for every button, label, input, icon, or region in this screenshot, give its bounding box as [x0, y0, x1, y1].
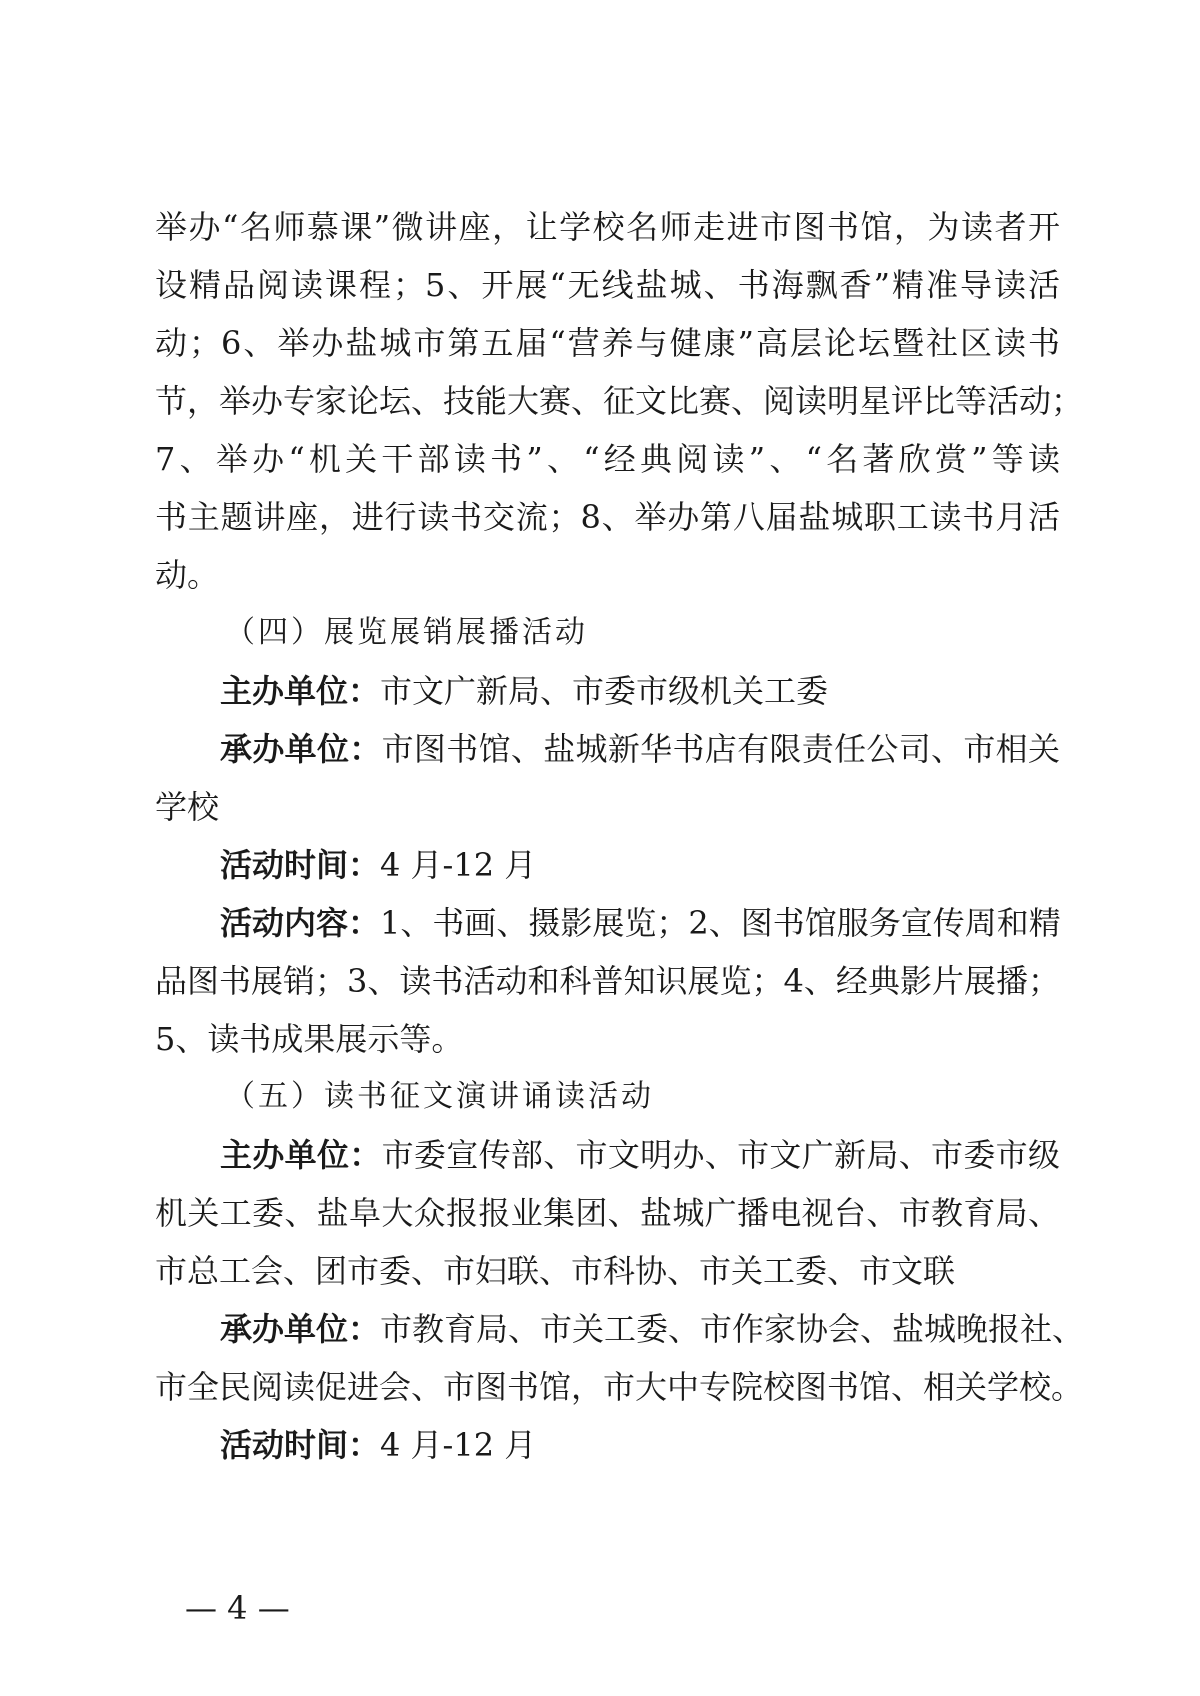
- organizer-label: 主办单位：: [220, 1136, 382, 1174]
- organizer-value: 市文广新局、市委市级机关工委: [380, 672, 829, 710]
- undertaker-value: 市教育局、市关工委、市作家协会、盐城晚报社、: [380, 1310, 1085, 1348]
- undertaker-label: 承办单位：: [220, 1310, 381, 1348]
- body-text-line: 7、举办“机关干部读书”、“经典阅读”、“名著欣赏”等读: [155, 440, 1060, 478]
- undertaker-row: [220, 729, 1060, 769]
- time-value: 4 月-12 月: [380, 846, 537, 884]
- organizer-label: 主办单位：: [220, 672, 381, 710]
- content-label: 活动内容：: [220, 904, 381, 942]
- time-label: 活动时间：: [220, 846, 381, 884]
- undertaker-continuation: 市全民阅读促进会、市图书馆，市大中专院校图书馆、相关学校。: [155, 1368, 1084, 1406]
- time-row: [220, 1425, 1060, 1465]
- undertaker-row: [220, 1309, 1085, 1349]
- section-heading: （四）展览展销展播活动: [225, 615, 588, 650]
- content-value: 1、书画、摄影展览；2、图书馆服务宣传周和精: [380, 904, 1061, 942]
- content-continuation: 5、读书成果展示等。: [155, 1020, 464, 1058]
- time-row: [220, 845, 1060, 885]
- body-text-line: 动；6、举办盐城市第五届“营养与健康”高层论坛暨社区读书: [155, 324, 1060, 362]
- organizer-continuation: 市总工会、团市委、市妇联、市科协、市关工委、市文联: [155, 1252, 956, 1290]
- body-text-line: 节，举办专家论坛、技能大赛、征文比赛、阅读明星评比等活动；: [155, 382, 1084, 420]
- undertaker-label: 承办单位：: [220, 730, 382, 768]
- undertaker-continuation: 学校: [155, 788, 220, 826]
- section-heading: （五）读书征文演讲诵读活动: [225, 1079, 654, 1114]
- time-value: 4 月-12 月: [380, 1426, 537, 1464]
- body-text-line: 举办“名师慕课”微讲座，让学校名师走进市图书馆，为读者开: [155, 208, 1060, 246]
- organizer-row: [220, 1135, 1060, 1175]
- organizer-value: 市委宣传部、市文明办、市文广新局、市委市级: [381, 1136, 1060, 1174]
- body-text-line: 动。: [155, 556, 220, 594]
- body-text-line: 书主题讲座，进行读书交流；8、举办第八届盐城职工读书月活: [155, 498, 1060, 536]
- page-number: — 4 —: [185, 1589, 290, 1627]
- time-label: 活动时间：: [220, 1426, 381, 1464]
- organizer-continuation: 机关工委、盐阜大众报报业集团、盐城广播电视台、市教育局、: [155, 1194, 1060, 1232]
- content-row: [220, 903, 1060, 943]
- content-continuation: 品图书展销；3、读书活动和科普知识展览；4、经典影片展播；: [155, 962, 1060, 1000]
- undertaker-value: 市图书馆、盐城新华书店有限责任公司、市相关: [381, 730, 1060, 768]
- organizer-row: [220, 671, 1060, 711]
- body-text-line: 设精品阅读课程；5、开展“无线盐城、书海飘香”精准导读活: [155, 266, 1060, 304]
